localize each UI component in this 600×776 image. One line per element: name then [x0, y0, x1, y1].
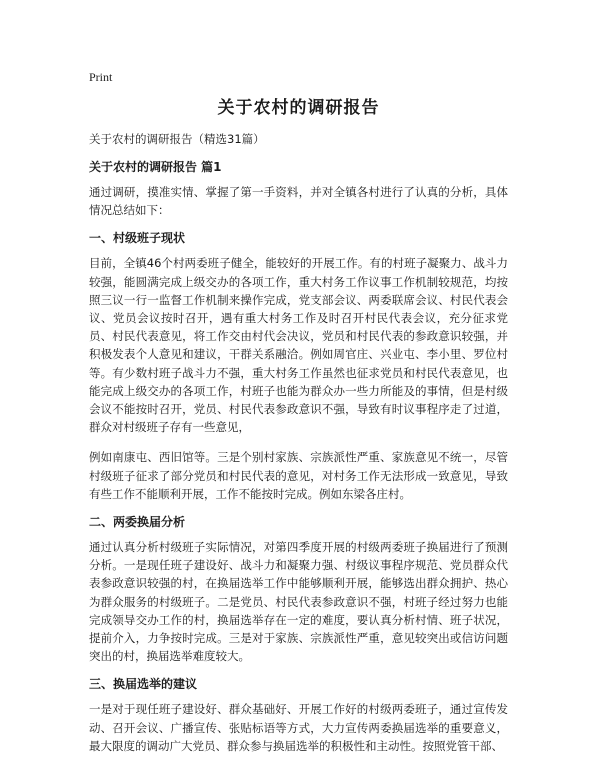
- section1-paragraph-2: 例如南康屯、西旧馆等。三是个别村家族、宗族派性严重、家族意见不统一，尽管村级班子征求了部分党员和村民代表的意见，对村务工作无法形成一致意见，导致有些工作不能顺利开展，工作不能按时完成。例如东梁各庄村。: [89, 450, 508, 501]
- part-title: 关于农村的调研报告 篇1: [89, 160, 222, 174]
- document-subtitle: 关于农村的调研报告（精选31篇）: [89, 132, 265, 146]
- document-title: 关于农村的调研报告: [217, 98, 380, 118]
- section1-paragraph-1: 目前，全镇46个村两委班子健全，能较好的开展工作。有的村班子凝聚力、战斗力较强，能圆满完成上级交办的各项工作，重大村务工作议事工作机制较规范，均按照三议一行一监督工作机制来操作完成，党支部会议、两委联席会议、村民代表会议、党员会议按时召开，遇有重大村务工作及时召开村民代表会议，充分征求党员、村民代表意见，将工作交由村代会决议，党员和村民代表的参政意识较强，并积极发表个人意见和建议，干群关系融洽。例如周官庄、兴业屯、李小里、罗位村等。有少数村班子战斗力不强，重大村务工作虽然也征求党员和村民代表意见，也能完成上级交办的各项工作，村班子也能为群众办一些力所能及的事情，但是村级会议不能按时召开，党员、村民代表参政意识不强，导致有时议事程序走了过道，群众对村级班子存有一些意见，: [89, 256, 508, 435]
- print-label: Print: [89, 70, 113, 84]
- intro-paragraph: 通过调研，摸准实情、掌握了第一手资料，并对全镇各村进行了认真的分析，具体情况总结如下：: [89, 185, 508, 218]
- section3-paragraph-1: 一是对于现任班子建设好、群众基础好、开展工作好的村级两委班子，通过宣传发动、召开会议、广播宣传、张贴标语等方式，大力宣传两委换届选举的重要意义，最大限度的调动广大党员、群众参与换届选举的积极性和主动性。按照党管干部、: [89, 702, 508, 753]
- section-heading-3: 三、换届选举的建议: [89, 677, 198, 692]
- section-heading-2: 二、两委换届分析: [89, 515, 186, 530]
- section-heading-1: 一、村级班子现状: [89, 231, 186, 246]
- section2-paragraph-1: 通过认真分析村级班子实际情况，对第四季度开展的村级两委班子换届进行了预测分析。一是现任班子建设好、战斗力和凝聚力强、村级议事程序规范、党员群众代表参政意识较强的村，在换届选举工作中能够顺利开展，能够选出群众拥护、热心为群众服务的村级班子。二是党员、村民代表参政意识不强，村班子经过努力也能完成领导交办工作的村，换届选举存在一定的难度，要认真分析村情、班子状况，提前介入，力争按时完成。三是对于家族、宗族派性严重，意见较突出或信访问题突出的村，换届选举难度较大。: [89, 540, 508, 664]
